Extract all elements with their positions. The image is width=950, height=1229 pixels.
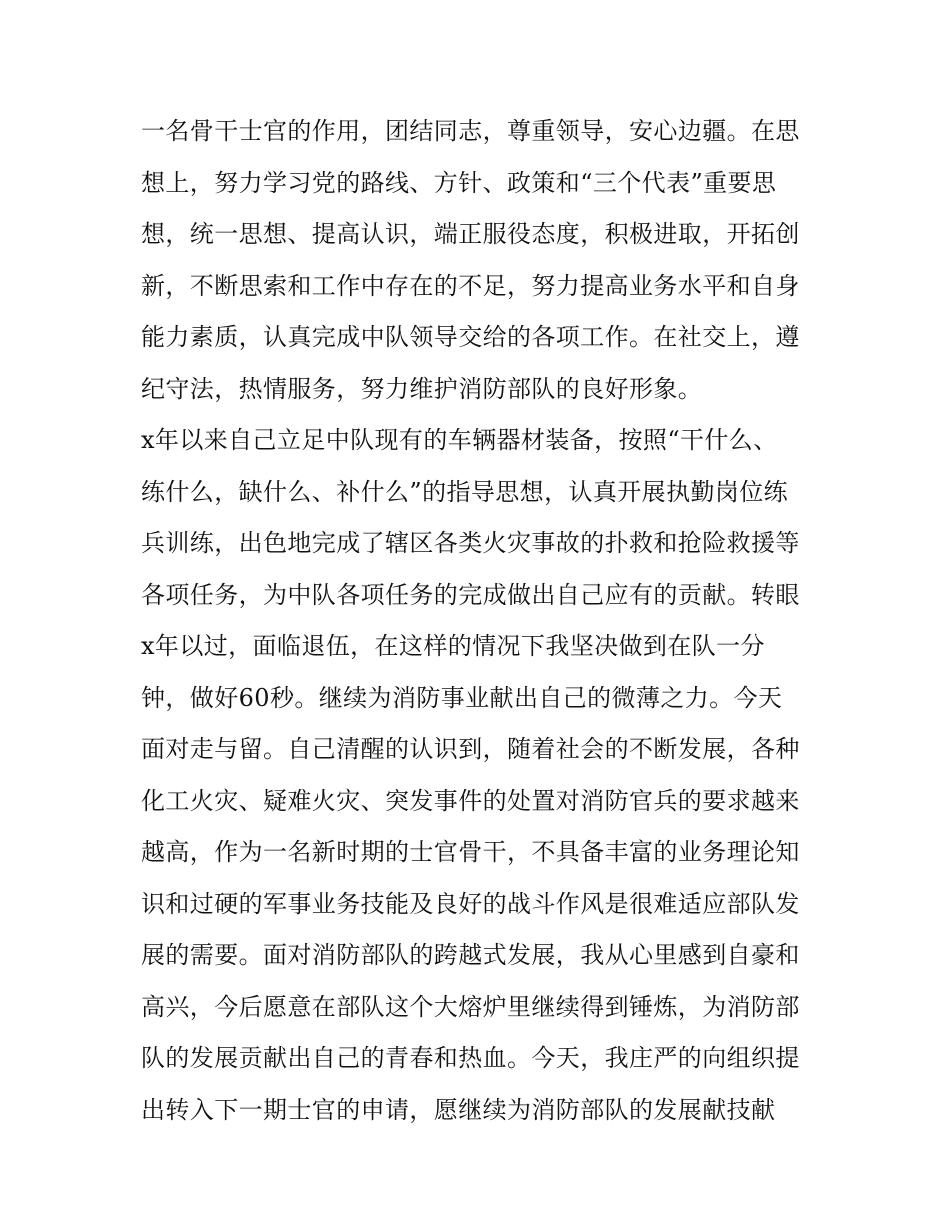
- text-line: 能力素质，认真完成中队领导交给的各项工作。在社交上，遵: [141, 323, 800, 351]
- body-text: [141, 106, 821, 1136]
- text-line: 识和过硬的军事业务技能及良好的战斗作风是很难适应部队发: [141, 889, 800, 918]
- text-line: 越高，作为一名新时期的士官骨干，不具备丰富的业务理论知: [141, 838, 800, 866]
- text-line: 化工火灾、疑难火灾、突发事件的处置对消防官兵的要求越来: [141, 786, 800, 815]
- text-line: x年以过，面临退伍，在这样的情况下我坚决做到在队一分: [141, 632, 765, 660]
- text-line: 高兴，今后愿意在部队这个大熔炉里继续得到锤炼，为消防部: [141, 992, 800, 1021]
- text-line: 想，统一思想、提高认识，端正服役态度，积极进取，开拓创: [141, 220, 800, 248]
- text-line: 各项任务，为中队各项任务的完成做出自己应有的贡献。转眼: [141, 580, 800, 609]
- text-line: 纪守法，热情服务，努力维护消防部队的良好形象。: [141, 374, 703, 403]
- text-line: 展的需要。面对消防部队的跨越式发展，我从心里感到自豪和: [141, 941, 800, 969]
- text-line: 出转入下一期士官的申请，愿继续为消防部队的发展献技献: [141, 1095, 776, 1124]
- text-line: 练什么，缺什么、补什么”的指导思想，认真开展执勤岗位练: [141, 477, 789, 506]
- text-line: x年以来自己立足中队现有的车辆器材装备，按照“干什么、: [141, 426, 778, 454]
- text-line: 兵训练，出色地完成了辖区各类火灾事故的扑救和抢险救援等: [141, 529, 800, 557]
- text-line: 新，不断思索和工作中存在的不足，努力提高业务水平和自身: [141, 271, 800, 300]
- text-line: 想上，努力学习党的路线、方针、政策和“三个代表”重要思: [141, 168, 777, 197]
- text-line: 一名骨干士官的作用，团结同志，尊重领导，安心边疆。在思: [141, 117, 800, 145]
- text-line: 面对走与留。自己清醒的认识到，随着社会的不断发展，各种: [141, 735, 800, 763]
- text-line: 钟，做好60秒。继续为消防事业献出自己的微薄之力。今天: [141, 683, 783, 712]
- text-line: 队的发展贡献出自己的青春和热血。今天，我庄严的向组织提: [141, 1044, 800, 1072]
